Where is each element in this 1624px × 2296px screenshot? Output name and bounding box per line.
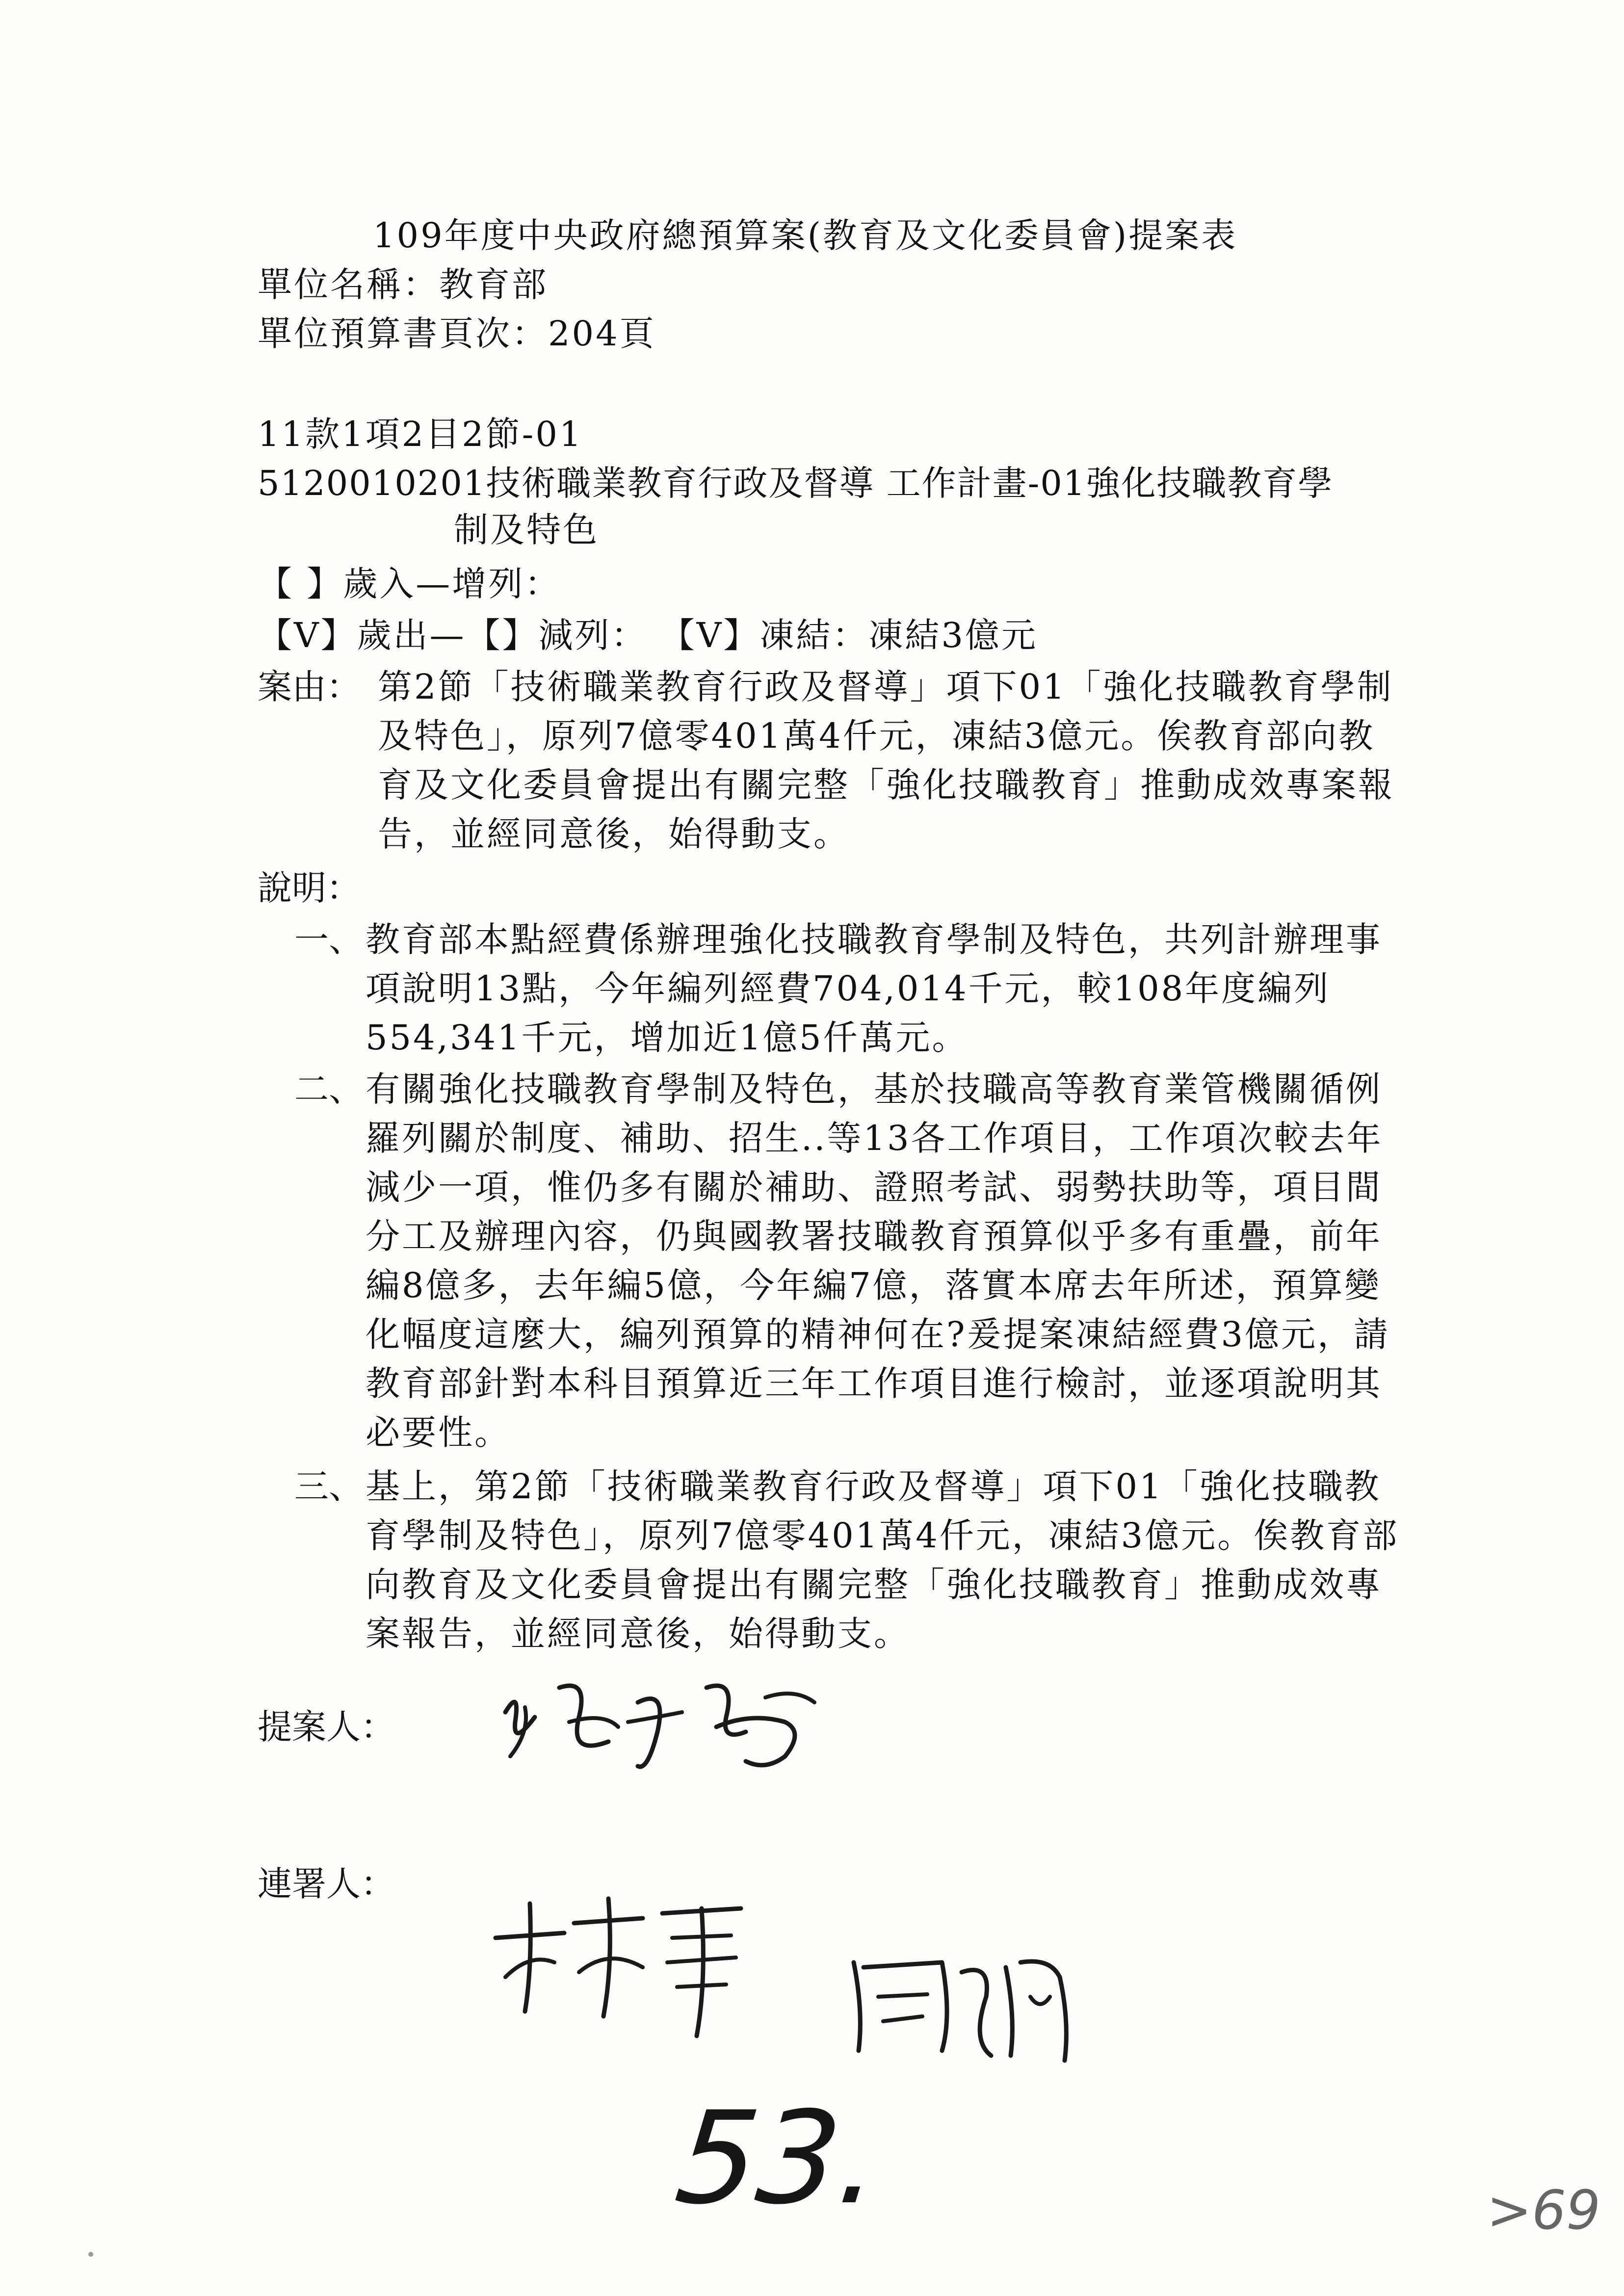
cosigner-signature-1	[486, 1894, 760, 2041]
explanation-item-text-3: 基上，第2節「技術職業教育行政及督導」項下01「強化技職教育學制及特色」，原列7億零401萬4仟元，凍結3億元。俟教育部向教育及文化委員會提出有關完整「強化技職教育」推動成效專案報告，並經同意後，始得動支。	[366, 1466, 1399, 1654]
revenue-option: 【 】歲入—增列：	[258, 564, 561, 604]
proposer-signature	[491, 1658, 834, 1781]
explanation-label: 說明：	[258, 868, 361, 908]
explanation-item-num-1: 一、	[294, 919, 363, 960]
cosigner-signature-2	[844, 1943, 1089, 2070]
document-title: 109年度中央政府總預算案(教育及文化委員會)提案表	[373, 215, 1238, 256]
handwritten-number: 53.	[669, 2085, 888, 2233]
scan-speck	[88, 2252, 93, 2257]
explanation-item-num-2: 二、	[294, 1069, 363, 1109]
proposer-label: 提案人：	[258, 1707, 395, 1747]
unit-name: 單位名稱：教育部	[258, 264, 548, 305]
explanation-item-num-3: 三、	[294, 1466, 363, 1507]
case-label: 案由：	[258, 667, 361, 707]
budget-page: 單位預算書頁次：204頁	[258, 313, 656, 354]
case-text: 第2節「技術職業教育行政及督導」項下01「強化技職教育學制及特色」，原列7億零401萬4仟元，凍結3億元。俟教育部向教育及文化委員會提出有關完整「強化技職教育」推動成效專案報告，並經同意後，始得動支。	[378, 667, 1394, 854]
explanation-item-text-1: 教育部本點經費係辦理強化技職教育學制及特色，共列計辦理事項說明13點，今年編列經費704,014千元，較108年度編列554,341千元，增加近1億5仟萬元。	[366, 919, 1382, 1058]
budget-code: 11款1項2目2節-01	[258, 414, 583, 454]
program-line-2: 制及特色	[454, 510, 599, 550]
expenditure-option: 【V】歲出—【】減列： 【V】凍結：凍結3億元	[258, 615, 1038, 655]
corner-mark: >69	[1487, 2179, 1601, 2242]
cosigner-label: 連署人：	[258, 1864, 395, 1904]
program-line-1: 5120010201技術職業教育行政及督導 工作計畫-01強化技職教育學	[258, 463, 1334, 503]
explanation-item-text-2: 有關強化技職教育學制及特色，基於技職高等教育業管機關循例羅列關於制度、補助、招生..等13各工作項目，工作項次較去年減少一項，惟仍多有關於補助、證照考試、弱勢扶助等，項目間分工及辦理內容，仍與國教署技職教育預算似乎多有重疊，前年編8億多，去年編5億，今年編7億，落實本席去年所述，預算變化幅度這麼大，編列預算的精神何在?爰提案凍結經費3億元，請教育部針對本科目預算近三年工作項目進行檢討，並逐項說明其必要性。	[366, 1069, 1390, 1453]
